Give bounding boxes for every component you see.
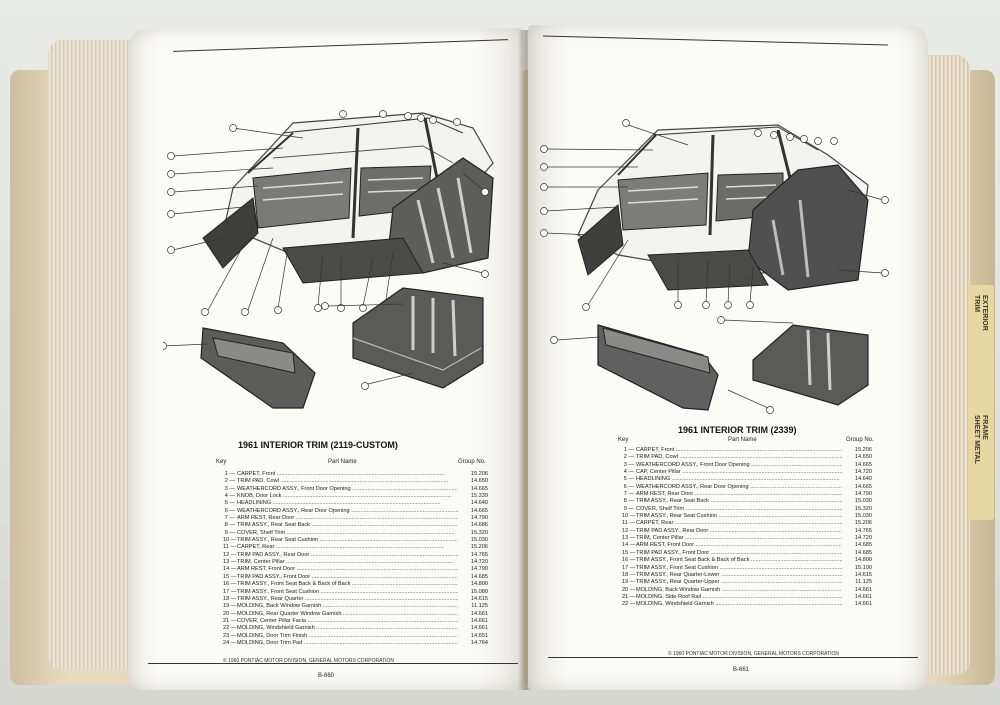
parts-list bbox=[223, 471, 488, 647]
part-group-number: 15.030 bbox=[470, 537, 488, 544]
part-key: 2 — bbox=[623, 454, 634, 461]
part-group-number: 14.615 bbox=[470, 595, 488, 602]
part-key: 10 — bbox=[622, 513, 636, 520]
part-name: ARM REST, Front Door ..... bbox=[235, 566, 458, 573]
parts-list-row bbox=[622, 572, 872, 579]
page-number: B-660 bbox=[318, 673, 335, 679]
tab-label: SHEET METAL bbox=[973, 415, 980, 464]
parts-list-row bbox=[622, 454, 872, 461]
part-name: TRIM ASSY., Rear Quarter-Upper ..... bbox=[634, 579, 842, 586]
parts-list-row bbox=[223, 471, 488, 478]
part-key: 3 — bbox=[623, 461, 634, 468]
part-name: TRIM ASSY., Rear Seat Back ..... bbox=[634, 498, 842, 505]
part-name: TRIM PAD ASSY., Rear Door ..... bbox=[634, 528, 842, 535]
part-group-number: 11.125 bbox=[855, 579, 872, 586]
part-group-number: 14.686 bbox=[470, 522, 488, 529]
parts-list-row bbox=[223, 552, 488, 559]
part-key: 15 — bbox=[622, 549, 636, 556]
part-group-number: 15.206 bbox=[470, 471, 488, 477]
part-name: CARPET, Rear ..... bbox=[235, 544, 458, 551]
part-name: ARM REST, Rear Door ..... bbox=[634, 491, 842, 498]
part-group-number: 14.661 bbox=[854, 586, 872, 593]
part-name: TRIM ASSY., Rear Seat Back ..... bbox=[235, 522, 458, 529]
part-name: COVER, Shelf Trim ..... bbox=[634, 506, 842, 513]
part-key: 22 — bbox=[223, 625, 237, 632]
interior-trim-illustration bbox=[163, 88, 523, 418]
col-group-header: Group No. bbox=[846, 437, 874, 443]
part-group-number: 14.720 bbox=[470, 559, 488, 566]
parts-list-row bbox=[223, 544, 488, 551]
part-key: 18 — bbox=[223, 595, 237, 602]
part-key: 5 — bbox=[623, 476, 634, 483]
parts-list-row bbox=[622, 491, 872, 498]
parts-list-row bbox=[223, 493, 488, 500]
part-key: 20 — bbox=[622, 586, 636, 593]
part-group-number: 14.790 bbox=[470, 566, 488, 573]
part-name: WEATHERCORD ASSY., Front Door Opening ..... bbox=[235, 486, 458, 493]
right-page bbox=[528, 25, 928, 690]
part-key: 21 — bbox=[622, 593, 636, 600]
part-name: HEADLINING ..... bbox=[634, 476, 842, 483]
part-key: 17 — bbox=[622, 564, 636, 571]
part-name: CARPET, Rear ..... bbox=[634, 520, 842, 527]
left-page bbox=[128, 28, 523, 690]
part-name: WEATHERCORD ASSY., Rear Door Opening ..... bbox=[235, 508, 458, 515]
part-group-number: 14.640 bbox=[470, 500, 488, 507]
parts-list-row bbox=[223, 537, 488, 544]
part-group-number: 14.661 bbox=[470, 625, 488, 632]
part-key: 24 — bbox=[223, 639, 237, 646]
part-name: TRIM PAD ASSY., Front Door ..... bbox=[235, 574, 458, 581]
part-key: 10 — bbox=[223, 537, 237, 544]
part-name: TRIM ASSY., Front Seat Cushion ..... bbox=[235, 589, 458, 596]
part-name: CARPET, Front ..... bbox=[634, 447, 842, 454]
tab-label: EXTERIOR bbox=[981, 295, 988, 331]
part-key: 19 — bbox=[223, 603, 237, 610]
col-group-header: Group No. bbox=[458, 459, 486, 465]
parts-list-row bbox=[622, 542, 872, 549]
parts-list-row bbox=[622, 506, 872, 513]
parts-list-row bbox=[223, 603, 488, 610]
part-key: 1 — bbox=[623, 447, 634, 453]
part-key: 21 — bbox=[223, 617, 237, 624]
part-group-number: 15.080 bbox=[470, 588, 488, 595]
part-name: TRIM ASSY., Front Seat Back & Back of Back ..... bbox=[634, 557, 842, 564]
parts-list-row bbox=[223, 596, 488, 603]
part-name: COVER, Center Pillar Facia ..... bbox=[235, 618, 458, 625]
part-key: 4 — bbox=[623, 469, 634, 476]
part-group-number: 14.640 bbox=[854, 476, 872, 483]
part-group-number: 15.030 bbox=[854, 498, 872, 505]
part-key: 9 — bbox=[623, 505, 634, 512]
parts-list-row bbox=[622, 498, 872, 505]
parts-list-row bbox=[622, 469, 872, 476]
part-key: 6 — bbox=[623, 483, 634, 490]
part-name: TRIM ASSY., Rear Seat Cushion ..... bbox=[235, 537, 458, 544]
part-name: HEADLINING ..... bbox=[235, 500, 458, 507]
parts-list-row bbox=[223, 508, 488, 515]
part-group-number: 15.320 bbox=[854, 505, 872, 512]
parts-list-row bbox=[223, 515, 488, 522]
parts-list-row bbox=[223, 478, 488, 485]
part-key: 16 — bbox=[223, 581, 237, 588]
part-key: 2 — bbox=[224, 478, 235, 485]
part-key: 4 — bbox=[224, 493, 235, 500]
part-group-number: 14.661 bbox=[470, 610, 488, 617]
part-group-number: 14.800 bbox=[470, 581, 488, 588]
part-key: 20 — bbox=[223, 610, 237, 617]
part-group-number: 14.650 bbox=[854, 454, 872, 461]
part-name: TRIM ASSY., Rear Quarter-Lower ..... bbox=[634, 572, 842, 579]
part-key: 8 — bbox=[224, 522, 235, 529]
part-name: WEATHERCORD ASSY., Front Door Opening ..... bbox=[634, 462, 842, 469]
part-key: 8 — bbox=[623, 498, 634, 505]
part-group-number: 15.030 bbox=[854, 513, 872, 520]
part-group-number: 15.206 bbox=[470, 544, 488, 551]
parts-list-row bbox=[223, 633, 488, 640]
part-key: 17 — bbox=[223, 588, 237, 595]
parts-list-row bbox=[223, 589, 488, 596]
part-group-number: 14.800 bbox=[854, 557, 872, 564]
parts-list-row bbox=[223, 500, 488, 507]
part-group-number: 14.665 bbox=[470, 507, 488, 514]
col-part-name-header: Part Name bbox=[328, 459, 357, 465]
illustration-title: 1961 INTERIOR TRIM (2119-CUSTOM) bbox=[238, 440, 398, 450]
part-key: 22 — bbox=[622, 601, 636, 608]
part-group-number: 15.339 bbox=[470, 493, 488, 500]
part-name: CARPET, Front ..... bbox=[235, 471, 458, 478]
part-group-number: 15.320 bbox=[470, 529, 488, 536]
part-name: CAP, Center Pillar ..... bbox=[634, 469, 842, 476]
part-name: TRIM, Center Pillar ..... bbox=[235, 559, 458, 566]
part-name: MOLDING, Back Window Garnish ..... bbox=[634, 587, 842, 594]
part-group-number: 14.685 bbox=[854, 542, 872, 549]
parts-list-row bbox=[622, 520, 872, 527]
part-key: 13 — bbox=[223, 559, 237, 566]
parts-list-row bbox=[622, 587, 872, 594]
part-key: 12 — bbox=[622, 527, 636, 534]
part-name: TRIM PAD ASSY., Rear Door ..... bbox=[235, 552, 458, 559]
illustration-title: 1961 INTERIOR TRIM (2339) bbox=[678, 425, 797, 435]
parts-list-row bbox=[622, 557, 872, 564]
part-name: TRIM ASSY., Front Seat Cushion ..... bbox=[634, 565, 842, 572]
part-name: MOLDING, Side Roof Rail ..... bbox=[634, 594, 842, 601]
parts-list-row bbox=[223, 530, 488, 537]
part-name: MOLDING, Back Window Garnish ..... bbox=[235, 603, 458, 610]
part-group-number: 15.206 bbox=[854, 447, 872, 453]
part-name: TRIM PAD ASSY., Front Door ..... bbox=[634, 550, 842, 557]
part-group-number: 14.790 bbox=[470, 515, 488, 522]
part-key: 23 — bbox=[223, 632, 237, 639]
part-name: ARM REST, Front Door ..... bbox=[634, 542, 842, 549]
part-name: TRIM ASSY., Rear Seat Cushion ..... bbox=[634, 513, 842, 520]
part-name: MOLDING, Door Trim Finish ..... bbox=[235, 633, 458, 640]
part-key: 12 — bbox=[223, 551, 237, 558]
part-group-number: 14.651 bbox=[470, 632, 488, 639]
copyright-footer: © 1960 PONTIAC MOTOR DIVISION, GENERAL MOTORS CORPORATION bbox=[223, 658, 395, 664]
parts-list-row bbox=[622, 535, 872, 542]
top-rule bbox=[173, 39, 508, 52]
part-key: 9 — bbox=[224, 529, 235, 536]
parts-list-row bbox=[223, 559, 488, 566]
parts-list-row bbox=[223, 566, 488, 573]
part-name: TRIM ASSY., Front Seat Back & Back of Back ..... bbox=[235, 581, 458, 588]
parts-list-row bbox=[622, 528, 872, 535]
part-name: MOLDING, Door Trim Pad ..... bbox=[235, 640, 458, 647]
part-name: TRIM PAD, Cowl ..... bbox=[235, 478, 458, 485]
tab-label: TRIM bbox=[973, 295, 980, 313]
copyright-footer: © 1960 PONTIAC MOTOR DIVISION, GENERAL MOTORS CORPORATION bbox=[668, 651, 840, 657]
part-group-number: 14.665 bbox=[854, 483, 872, 490]
part-key: 18 — bbox=[622, 571, 636, 578]
part-key: 15 — bbox=[223, 573, 237, 580]
part-group-number: 14.720 bbox=[854, 535, 872, 542]
part-name: MOLDING, Rear Quarter Window Garnish ..... bbox=[235, 611, 458, 618]
part-name: TRIM ASSY., Rear Quarter ..... bbox=[235, 596, 458, 603]
parts-list-row bbox=[622, 594, 872, 601]
col-key-header: Key bbox=[216, 459, 227, 465]
part-group-number: 14.790 bbox=[854, 491, 872, 498]
part-key: 7 — bbox=[224, 515, 235, 522]
part-name: COVER, Shelf Trim ..... bbox=[235, 530, 458, 537]
part-key: 5 — bbox=[224, 500, 235, 507]
part-key: 7 — bbox=[623, 491, 634, 498]
part-key: 14 — bbox=[223, 566, 237, 573]
part-key: 13 — bbox=[622, 535, 636, 542]
part-key: 14 — bbox=[622, 542, 636, 549]
part-name: MOLDING, Windshield Garnish ..... bbox=[235, 625, 458, 632]
part-key: 1 — bbox=[224, 471, 235, 477]
part-group-number: 14.720 bbox=[854, 469, 872, 476]
part-group-number: 14.765 bbox=[470, 551, 488, 558]
part-key: 11 — bbox=[223, 544, 236, 551]
index-tabs[interactable] bbox=[968, 285, 994, 520]
parts-list-row bbox=[223, 611, 488, 618]
part-name: TRIM, Center Pillar ..... bbox=[634, 535, 842, 542]
part-group-number: 14.765 bbox=[854, 527, 872, 534]
parts-list-row bbox=[223, 574, 488, 581]
left-page-edges bbox=[48, 40, 138, 670]
part-group-number: 14.685 bbox=[854, 549, 872, 556]
parts-list-row bbox=[622, 513, 872, 520]
part-key: 19 — bbox=[622, 579, 636, 586]
parts-list-row bbox=[223, 486, 488, 493]
part-key: 16 — bbox=[622, 557, 636, 564]
part-name: WEATHERCORD ASSY., Rear Door Opening ..... bbox=[634, 484, 842, 491]
part-name: MOLDING, Windshield Garnish ..... bbox=[634, 601, 842, 608]
part-group-number: 15.206 bbox=[854, 520, 872, 527]
parts-list-row bbox=[622, 601, 872, 608]
col-part-name-header: Part Name bbox=[728, 437, 757, 443]
parts-list-row bbox=[622, 462, 872, 469]
part-group-number: 14.650 bbox=[470, 478, 488, 485]
part-group-number: 14.661 bbox=[470, 617, 488, 624]
part-group-number: 14.661 bbox=[854, 593, 872, 600]
parts-list-row bbox=[622, 447, 872, 454]
part-name: TRIM PAD, Cowl ..... bbox=[634, 454, 842, 461]
part-name: ARM REST, Rear Door ..... bbox=[235, 515, 458, 522]
part-key: 6 — bbox=[224, 507, 235, 514]
parts-list-row bbox=[223, 640, 488, 647]
col-key-header: Key bbox=[618, 437, 629, 443]
part-group-number: 14.661 bbox=[854, 601, 872, 608]
parts-list bbox=[622, 447, 872, 609]
part-group-number: 14.615 bbox=[854, 571, 872, 578]
part-key: 11 — bbox=[622, 520, 635, 527]
interior-trim-illustration bbox=[538, 95, 918, 425]
part-group-number: 14.764 bbox=[470, 639, 488, 646]
parts-list-row bbox=[223, 581, 488, 588]
part-name: KNOB, Door Lock ..... bbox=[235, 493, 458, 500]
parts-list-row bbox=[223, 618, 488, 625]
part-group-number: 15.100 bbox=[854, 564, 872, 571]
bottom-rule bbox=[548, 657, 918, 658]
top-rule bbox=[543, 35, 888, 45]
part-group-number: 11.125 bbox=[471, 603, 488, 610]
parts-list-row bbox=[622, 579, 872, 586]
parts-list-row bbox=[223, 625, 488, 632]
parts-list-row bbox=[622, 565, 872, 572]
tab-label: FRAME bbox=[981, 415, 988, 440]
part-group-number: 14.665 bbox=[854, 461, 872, 468]
part-group-number: 14.665 bbox=[470, 485, 488, 492]
parts-list-row bbox=[622, 550, 872, 557]
parts-list-row bbox=[223, 522, 488, 529]
parts-list-row bbox=[622, 476, 872, 483]
part-group-number: 14.685 bbox=[470, 573, 488, 580]
parts-list-row bbox=[622, 484, 872, 491]
part-key: 3 — bbox=[224, 485, 235, 492]
page-number: B-661 bbox=[733, 667, 750, 673]
